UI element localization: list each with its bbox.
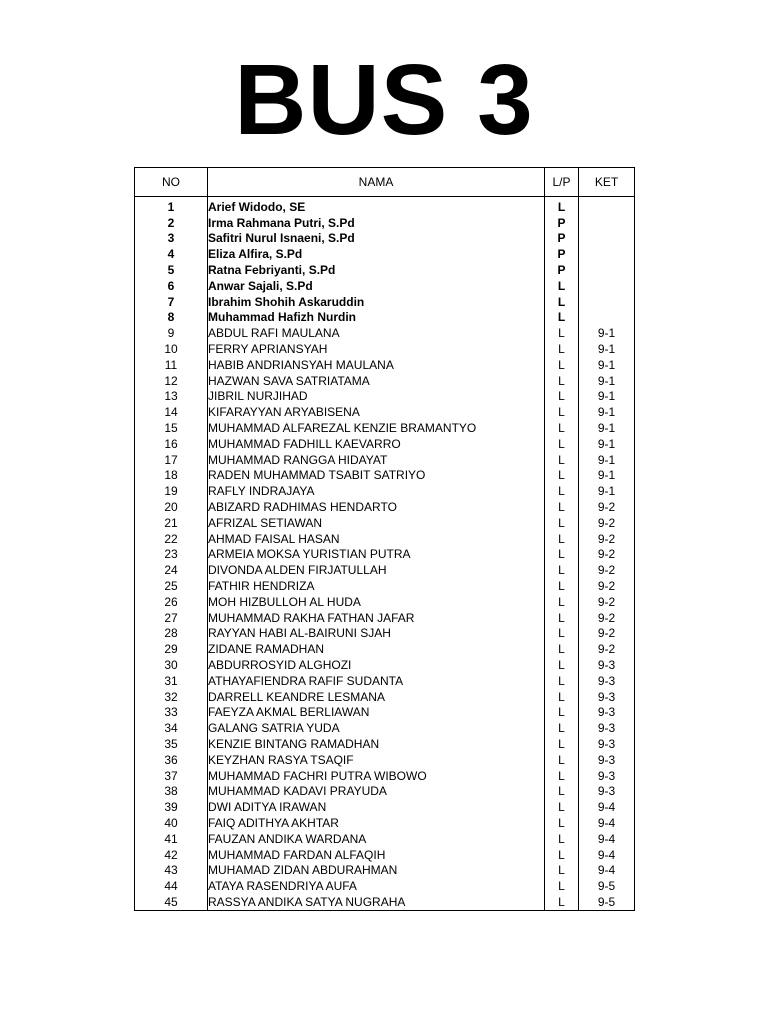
cell-lp: L <box>545 499 579 515</box>
table-row <box>135 389 635 405</box>
table-row <box>135 420 635 436</box>
cell-no: 17 <box>135 452 208 468</box>
cell-no: 30 <box>135 657 208 673</box>
cell-nama: ATHAYAFIENDRA RAFIF SUDANTA <box>208 673 545 689</box>
cell-no: 5 <box>135 262 208 278</box>
table-row <box>135 705 635 721</box>
cell-ket: 9-2 <box>579 641 635 657</box>
cell-lp: L <box>545 673 579 689</box>
cell-no: 28 <box>135 626 208 642</box>
cell-lp: L <box>545 783 579 799</box>
cell-ket: 9-1 <box>579 389 635 405</box>
page-title: BUS 3 <box>234 44 534 156</box>
cell-no: 31 <box>135 673 208 689</box>
cell-ket: 9-3 <box>579 689 635 705</box>
cell-lp: L <box>545 404 579 420</box>
cell-lp: L <box>545 325 579 341</box>
column-header-nama: NAMA <box>208 168 545 197</box>
cell-ket: 9-1 <box>579 357 635 373</box>
cell-nama: RADEN MUHAMMAD TSABIT SATRIYO <box>208 468 545 484</box>
table-row <box>135 468 635 484</box>
cell-ket: 9-2 <box>579 610 635 626</box>
table-row <box>135 547 635 563</box>
cell-no: 16 <box>135 436 208 452</box>
cell-nama: MUHAMMAD RAKHA FATHAN JAFAR <box>208 610 545 626</box>
cell-lp: L <box>545 657 579 673</box>
table-row <box>135 831 635 847</box>
cell-ket: 9-3 <box>579 752 635 768</box>
column-header-ket: KET <box>579 168 635 197</box>
cell-ket <box>579 262 635 278</box>
cell-no: 19 <box>135 483 208 499</box>
cell-nama: ATAYA RASENDRIYA AUFA <box>208 878 545 894</box>
cell-ket: 9-1 <box>579 420 635 436</box>
cell-lp: P <box>545 262 579 278</box>
cell-lp: L <box>545 626 579 642</box>
cell-no: 7 <box>135 294 208 310</box>
cell-ket: 9-1 <box>579 325 635 341</box>
cell-ket: 9-1 <box>579 341 635 357</box>
cell-lp: L <box>545 562 579 578</box>
cell-nama: MUHAMMAD FARDAN ALFAQIH <box>208 847 545 863</box>
cell-nama: Muhammad Hafizh Nurdin <box>208 310 545 326</box>
cell-ket <box>579 294 635 310</box>
passenger-table <box>134 167 635 911</box>
cell-nama: DARRELL KEANDRE LESMANA <box>208 689 545 705</box>
table-row <box>135 436 635 452</box>
cell-nama: JIBRIL NURJIHAD <box>208 389 545 405</box>
cell-nama: ABIZARD RADHIMAS HENDARTO <box>208 499 545 515</box>
cell-lp: L <box>545 799 579 815</box>
cell-ket: 9-3 <box>579 783 635 799</box>
table-row <box>135 736 635 752</box>
cell-lp: L <box>545 436 579 452</box>
cell-nama: MUHAMAD ZIDAN ABDURAHMAN <box>208 862 545 878</box>
cell-lp: L <box>545 878 579 894</box>
cell-ket: 9-2 <box>579 531 635 547</box>
cell-no: 11 <box>135 357 208 373</box>
cell-no: 34 <box>135 720 208 736</box>
table-row <box>135 262 635 278</box>
cell-lp: L <box>545 389 579 405</box>
cell-nama: MOH HIZBULLOH AL HUDA <box>208 594 545 610</box>
table-row <box>135 199 635 215</box>
cell-nama: ABDUL RAFI MAULANA <box>208 325 545 341</box>
table-row <box>135 626 635 642</box>
cell-lp: L <box>545 720 579 736</box>
cell-no: 20 <box>135 499 208 515</box>
cell-no: 9 <box>135 325 208 341</box>
cell-ket: 9-3 <box>579 720 635 736</box>
cell-nama: Eliza Alfira, S.Pd <box>208 246 545 262</box>
cell-no: 1 <box>135 199 208 215</box>
table-row <box>135 294 635 310</box>
cell-nama: KIFARAYYAN ARYABISENA <box>208 404 545 420</box>
cell-no: 8 <box>135 310 208 326</box>
cell-nama: MUHAMMAD ALFAREZAL KENZIE BRAMANTYO <box>208 420 545 436</box>
cell-ket <box>579 231 635 247</box>
table-row <box>135 594 635 610</box>
cell-lp: L <box>545 278 579 294</box>
cell-no: 4 <box>135 246 208 262</box>
cell-lp: L <box>545 736 579 752</box>
cell-nama: MUHAMMAD KADAVI PRAYUDA <box>208 783 545 799</box>
cell-no: 39 <box>135 799 208 815</box>
cell-ket: 9-3 <box>579 736 635 752</box>
table-row <box>135 452 635 468</box>
cell-no: 6 <box>135 278 208 294</box>
cell-no: 37 <box>135 768 208 784</box>
table-row <box>135 847 635 863</box>
cell-ket: 9-1 <box>579 468 635 484</box>
cell-nama: Arief Widodo, SE <box>208 199 545 215</box>
cell-lp: L <box>545 831 579 847</box>
cell-nama: RASSYA ANDIKA SATYA NUGRAHA <box>208 894 545 910</box>
cell-nama: FERRY APRIANSYAH <box>208 341 545 357</box>
cell-nama: ZIDANE RAMADHAN <box>208 641 545 657</box>
table-row <box>135 215 635 231</box>
cell-ket: 9-1 <box>579 483 635 499</box>
cell-ket <box>579 199 635 215</box>
cell-no: 44 <box>135 878 208 894</box>
cell-nama: GALANG SATRIA YUDA <box>208 720 545 736</box>
cell-ket: 9-2 <box>579 594 635 610</box>
cell-nama: MUHAMMAD FACHRI PUTRA WIBOWO <box>208 768 545 784</box>
cell-lp: L <box>545 420 579 436</box>
table-row <box>135 752 635 768</box>
table-row <box>135 578 635 594</box>
cell-no: 42 <box>135 847 208 863</box>
cell-lp: L <box>545 294 579 310</box>
cell-no: 13 <box>135 389 208 405</box>
table-row <box>135 325 635 341</box>
cell-ket: 9-1 <box>579 436 635 452</box>
cell-nama: Irma Rahmana Putri, S.Pd <box>208 215 545 231</box>
cell-no: 3 <box>135 231 208 247</box>
cell-no: 25 <box>135 578 208 594</box>
cell-nama: FAIQ ADITHYA AKHTAR <box>208 815 545 831</box>
cell-lp: L <box>545 547 579 563</box>
cell-ket <box>579 246 635 262</box>
cell-no: 33 <box>135 705 208 721</box>
cell-nama: ARMEIA MOKSA YURISTIAN PUTRA <box>208 547 545 563</box>
cell-ket: 9-2 <box>579 499 635 515</box>
cell-no: 45 <box>135 894 208 910</box>
cell-lp: L <box>545 689 579 705</box>
table-row <box>135 768 635 784</box>
cell-lp: L <box>545 641 579 657</box>
cell-no: 18 <box>135 468 208 484</box>
cell-nama: MUHAMMAD RANGGA HIDAYAT <box>208 452 545 468</box>
cell-no: 24 <box>135 562 208 578</box>
cell-ket: 9-2 <box>579 626 635 642</box>
cell-ket: 9-3 <box>579 673 635 689</box>
cell-ket: 9-3 <box>579 768 635 784</box>
table-row <box>135 515 635 531</box>
cell-ket: 9-2 <box>579 515 635 531</box>
cell-lp: P <box>545 231 579 247</box>
table-row <box>135 373 635 389</box>
table-row <box>135 720 635 736</box>
cell-ket <box>579 215 635 231</box>
cell-ket: 9-2 <box>579 547 635 563</box>
cell-nama: RAYYAN HABI AL-BAIRUNI SJAH <box>208 626 545 642</box>
cell-no: 12 <box>135 373 208 389</box>
cell-no: 38 <box>135 783 208 799</box>
table-row <box>135 357 635 373</box>
table-row <box>135 246 635 262</box>
cell-ket <box>579 278 635 294</box>
table-row <box>135 641 635 657</box>
cell-no: 26 <box>135 594 208 610</box>
cell-nama: Anwar Sajali, S.Pd <box>208 278 545 294</box>
table-row <box>135 862 635 878</box>
cell-no: 32 <box>135 689 208 705</box>
cell-no: 2 <box>135 215 208 231</box>
cell-lp: L <box>545 531 579 547</box>
cell-lp: L <box>545 357 579 373</box>
cell-nama: ABDURROSYID ALGHOZI <box>208 657 545 673</box>
table-row <box>135 231 635 247</box>
cell-nama: RAFLY INDRAJAYA <box>208 483 545 499</box>
cell-lp: P <box>545 215 579 231</box>
cell-nama: AHMAD FAISAL HASAN <box>208 531 545 547</box>
cell-lp: L <box>545 310 579 326</box>
cell-lp: L <box>545 468 579 484</box>
cell-no: 22 <box>135 531 208 547</box>
cell-ket: 9-3 <box>579 705 635 721</box>
cell-ket: 9-4 <box>579 862 635 878</box>
table-row <box>135 673 635 689</box>
cell-ket <box>579 310 635 326</box>
cell-nama: Ratna Febriyanti, S.Pd <box>208 262 545 278</box>
cell-no: 36 <box>135 752 208 768</box>
cell-nama: MUHAMMAD FADHILL KAEVARRO <box>208 436 545 452</box>
cell-lp: L <box>545 578 579 594</box>
cell-lp: L <box>545 483 579 499</box>
cell-lp: L <box>545 199 579 215</box>
cell-ket: 9-3 <box>579 657 635 673</box>
cell-nama: Safitri Nurul Isnaeni, S.Pd <box>208 231 545 247</box>
table-row <box>135 310 635 326</box>
table-row <box>135 499 635 515</box>
cell-lp: L <box>545 610 579 626</box>
cell-no: 14 <box>135 404 208 420</box>
cell-lp: L <box>545 341 579 357</box>
cell-ket: 9-1 <box>579 452 635 468</box>
table-row <box>135 483 635 499</box>
cell-ket: 9-5 <box>579 878 635 894</box>
cell-no: 43 <box>135 862 208 878</box>
cell-no: 41 <box>135 831 208 847</box>
cell-no: 10 <box>135 341 208 357</box>
table-row <box>135 894 635 910</box>
cell-nama: HAZWAN SAVA SATRIATAMA <box>208 373 545 389</box>
cell-nama: DIVONDA ALDEN FIRJATULLAH <box>208 562 545 578</box>
cell-ket: 9-4 <box>579 799 635 815</box>
cell-nama: DWI ADITYA IRAWAN <box>208 799 545 815</box>
table-row <box>135 610 635 626</box>
table-row <box>135 562 635 578</box>
cell-no: 40 <box>135 815 208 831</box>
table-header <box>135 168 635 197</box>
cell-nama: AFRIZAL SETIAWAN <box>208 515 545 531</box>
cell-ket: 9-1 <box>579 404 635 420</box>
cell-no: 29 <box>135 641 208 657</box>
cell-ket: 9-4 <box>579 847 635 863</box>
cell-lp: L <box>545 373 579 389</box>
cell-lp: L <box>545 452 579 468</box>
table-row <box>135 531 635 547</box>
cell-lp: L <box>545 862 579 878</box>
cell-no: 15 <box>135 420 208 436</box>
cell-nama: KEYZHAN RASYA TSAQIF <box>208 752 545 768</box>
table-row <box>135 278 635 294</box>
table-row <box>135 783 635 799</box>
table-body <box>135 199 635 910</box>
cell-lp: L <box>545 847 579 863</box>
table-row <box>135 815 635 831</box>
table-row <box>135 799 635 815</box>
cell-ket: 9-4 <box>579 815 635 831</box>
cell-lp: L <box>545 894 579 910</box>
cell-nama: KENZIE BINTANG RAMADHAN <box>208 736 545 752</box>
cell-lp: L <box>545 594 579 610</box>
cell-ket: 9-2 <box>579 578 635 594</box>
cell-nama: FAEYZA AKMAL BERLIAWAN <box>208 705 545 721</box>
cell-lp: P <box>545 246 579 262</box>
table-row <box>135 341 635 357</box>
cell-ket: 9-4 <box>579 831 635 847</box>
cell-lp: L <box>545 768 579 784</box>
cell-nama: FAUZAN ANDIKA WARDANA <box>208 831 545 847</box>
cell-ket: 9-2 <box>579 562 635 578</box>
cell-nama: Ibrahim Shohih Askaruddin <box>208 294 545 310</box>
table-row <box>135 878 635 894</box>
cell-lp: L <box>545 705 579 721</box>
cell-nama: HABIB ANDRIANSYAH MAULANA <box>208 357 545 373</box>
cell-no: 27 <box>135 610 208 626</box>
table-row <box>135 689 635 705</box>
table-row <box>135 657 635 673</box>
cell-no: 21 <box>135 515 208 531</box>
cell-ket: 9-1 <box>579 373 635 389</box>
column-header-no: NO <box>135 168 208 197</box>
cell-no: 35 <box>135 736 208 752</box>
table-row <box>135 404 635 420</box>
cell-lp: L <box>545 515 579 531</box>
cell-no: 23 <box>135 547 208 563</box>
cell-lp: L <box>545 752 579 768</box>
column-header-lp: L/P <box>545 168 579 197</box>
cell-lp: L <box>545 815 579 831</box>
cell-nama: FATHIR HENDRIZA <box>208 578 545 594</box>
cell-ket: 9-5 <box>579 894 635 910</box>
